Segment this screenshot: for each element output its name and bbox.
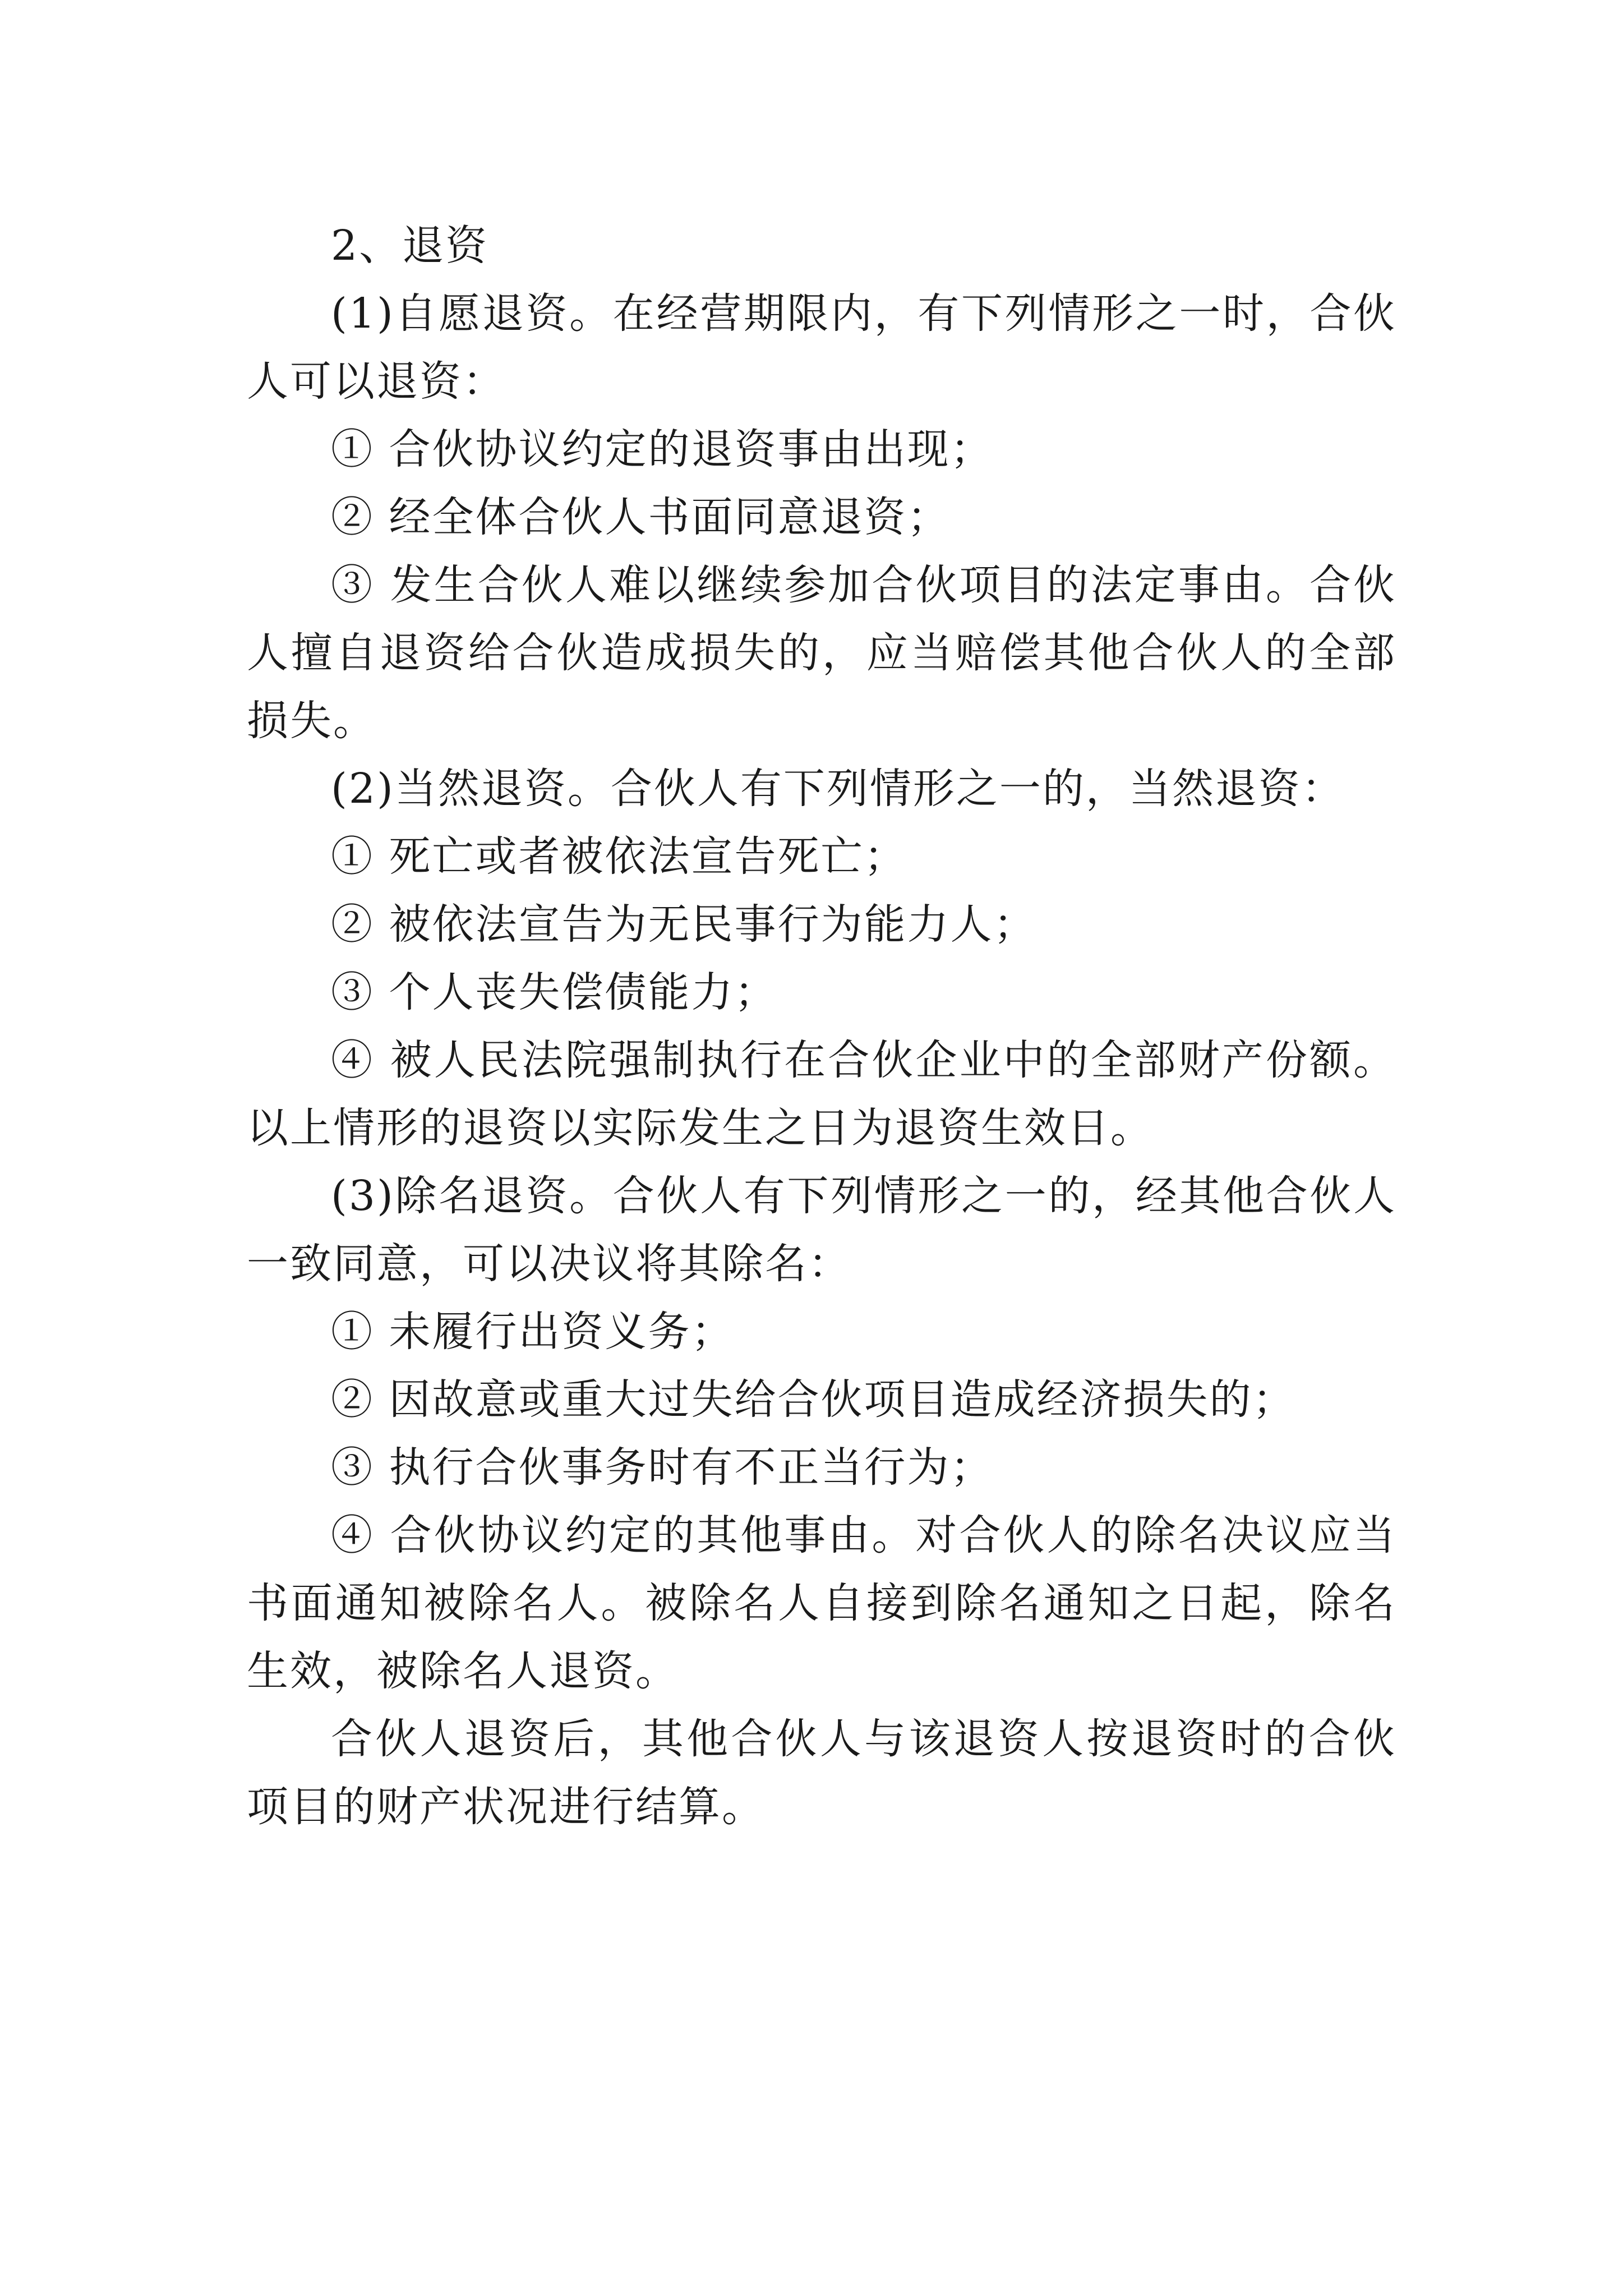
section-heading-withdrawal: 2、退资: [331, 222, 489, 270]
list-item-expulsion-3: ③ 执行合伙事务时有不正当行为；: [331, 1443, 994, 1492]
paragraph-expulsion-withdrawal: (3)除名退资。合伙人有下列情形之一的，经其他合伙人一致同意，可以决议将其除名：: [247, 1172, 1396, 1288]
list-item-automatic-4: ④ 被人民法院强制执行在合伙企业中的全部财产份额。以上情形的退资以实际发生之日为退资生效日。: [247, 1036, 1396, 1152]
document-body: [247, 212, 1396, 1841]
paragraph-automatic-withdrawal: (2)当然退资。合伙人有下列情形之一的，当然退资：: [331, 765, 1345, 813]
list-item-expulsion-1: ① 未履行出资义务；: [331, 1308, 735, 1356]
list-item-voluntary-3: ③ 发生合伙人难以继续参加合伙项目的法定事由。合伙人擅自退资给合伙造成损失的，应当赔偿其他合伙人的全部损失。: [247, 561, 1396, 745]
list-item-voluntary-1: ① 合伙协议约定的退资事由出现；: [331, 425, 994, 473]
list-item-expulsion-4: ④ 合伙协议约定的其他事由。对合伙人的除名决议应当书面通知被除名人。被除名人自接到除名通知之日起，除名生效，被除名人退资。: [247, 1511, 1396, 1695]
paragraph-settlement: 合伙人退资后，其他合伙人与该退资人按退资时的合伙项目的财产状况进行结算。: [247, 1715, 1396, 1831]
list-item-voluntary-2: ② 经全体合伙人书面同意退资；: [331, 493, 951, 541]
list-item-automatic-2: ② 被依法宣告为无民事行为能力人；: [331, 900, 1037, 949]
list-item-automatic-1: ① 死亡或者被依法宣告死亡；: [331, 832, 907, 881]
paragraph-voluntary-withdrawal: (1)自愿退资。在经营期限内，有下列情形之一时，合伙人可以退资：: [247, 289, 1396, 406]
list-item-automatic-3: ③ 个人丧失偿债能力；: [331, 968, 778, 1016]
list-item-expulsion-2: ② 因故意或重大过失给合伙项目造成经济损失的；: [331, 1375, 1296, 1424]
